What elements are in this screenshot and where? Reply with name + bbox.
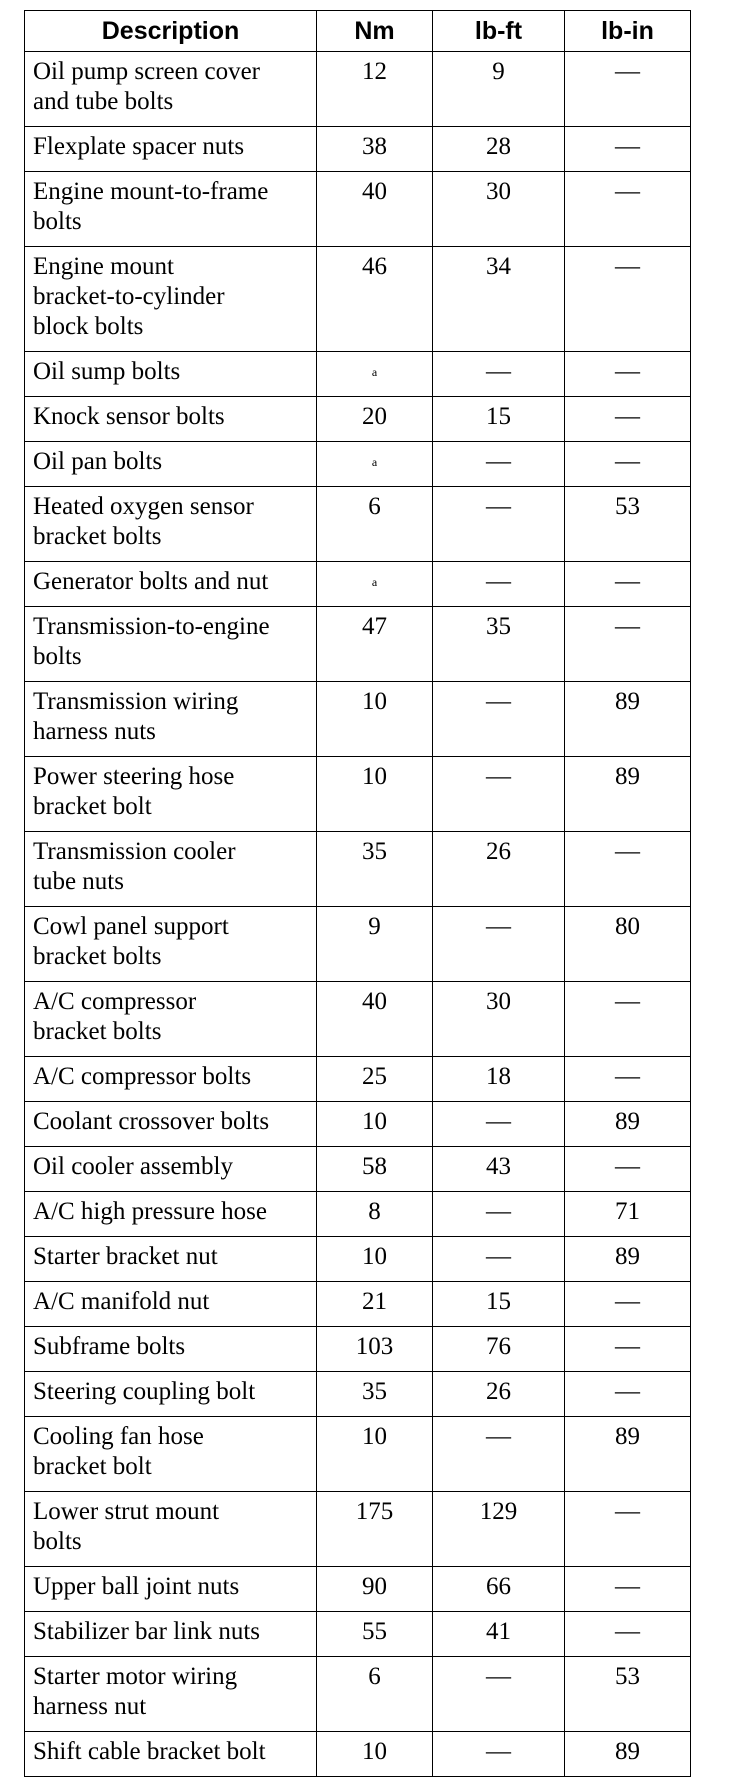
lbin-cell: — [565, 352, 691, 397]
description-line: and tube bolts [33, 88, 174, 115]
description-line: bolts [33, 1528, 82, 1555]
lbft-cell: 76 [433, 1327, 565, 1372]
description-line: bracket-to-cylinder [33, 283, 225, 310]
nm-cell: 8 [317, 1192, 433, 1237]
description-line: Oil pump screen cover [33, 58, 261, 85]
nm-cell: 6 [317, 1657, 433, 1732]
lbft-cell: — [433, 352, 565, 397]
description-cell [25, 1192, 317, 1237]
description-line: bolts [33, 643, 82, 670]
description-line: Starter bracket nut [33, 1243, 218, 1270]
description-line: A/C high pressure hose [33, 1198, 267, 1225]
description-cell [25, 682, 317, 757]
nm-cell: 40 [317, 172, 433, 247]
description-cell [25, 1282, 317, 1327]
lbft-cell: 26 [433, 1372, 565, 1417]
lbft-cell: 15 [433, 1282, 565, 1327]
lbft-cell: — [433, 1657, 565, 1732]
table-row [25, 1417, 691, 1492]
nm-cell: 47 [317, 607, 433, 682]
nm-cell: 6 [317, 487, 433, 562]
lbin-cell: — [565, 1492, 691, 1567]
lbft-cell: — [433, 907, 565, 982]
lbft-cell: 30 [433, 172, 565, 247]
lbin-column-header: lb-in [565, 11, 691, 52]
description-line: A/C compressor [33, 988, 197, 1015]
table-row [25, 487, 691, 562]
lbft-cell: — [433, 1192, 565, 1237]
lbft-cell: 28 [433, 127, 565, 172]
table-row [25, 1657, 691, 1732]
lbin-cell: 53 [565, 1657, 691, 1732]
description-line: harness nut [33, 1693, 147, 1720]
description-cell [25, 1612, 317, 1657]
table-row [25, 562, 691, 607]
lbft-cell: 30 [433, 982, 565, 1057]
description-cell [25, 982, 317, 1057]
description-line: Generator bolts and nut [33, 568, 269, 595]
description-cell [25, 127, 317, 172]
nm-cell: 38 [317, 127, 433, 172]
description-line: Stabilizer bar link nuts [33, 1618, 261, 1645]
footnote-marker: a [317, 562, 433, 607]
header-row [25, 11, 691, 52]
lbft-cell: 35 [433, 607, 565, 682]
table-row [25, 682, 691, 757]
description-cell [25, 1327, 317, 1372]
description-line: Engine mount-to-frame [33, 178, 269, 205]
description-line: Coolant crossover bolts [33, 1108, 270, 1135]
nm-cell: 46 [317, 247, 433, 352]
nm-cell: 175 [317, 1492, 433, 1567]
lbin-cell: — [565, 607, 691, 682]
description-column-header: Description [25, 11, 317, 52]
table-row [25, 1612, 691, 1657]
lbin-cell: — [565, 172, 691, 247]
lbft-cell: 15 [433, 397, 565, 442]
table-row [25, 397, 691, 442]
description-line: Cowl panel support [33, 913, 229, 940]
lbft-cell: 26 [433, 832, 565, 907]
lbft-cell: — [433, 442, 565, 487]
table-row [25, 52, 691, 127]
description-cell [25, 247, 317, 352]
description-line: Oil pan bolts [33, 448, 163, 475]
table-row [25, 1057, 691, 1102]
lbin-cell: 89 [565, 682, 691, 757]
table-row [25, 832, 691, 907]
description-cell [25, 352, 317, 397]
lbin-cell: — [565, 397, 691, 442]
lbin-cell: 89 [565, 1417, 691, 1492]
lbft-cell: 66 [433, 1567, 565, 1612]
lbft-cell: — [433, 1732, 565, 1777]
lbin-cell: — [565, 127, 691, 172]
footnote-marker: a [317, 442, 433, 487]
description-cell [25, 397, 317, 442]
lbft-cell: 18 [433, 1057, 565, 1102]
description-line: tube nuts [33, 868, 124, 895]
lbin-cell: — [565, 52, 691, 127]
description-cell [25, 1147, 317, 1192]
description-line: block bolts [33, 313, 144, 340]
table-row [25, 1372, 691, 1417]
description-line: Steering coupling bolt [33, 1378, 256, 1405]
lbin-cell: — [565, 1147, 691, 1192]
table-row [25, 442, 691, 487]
description-cell [25, 1492, 317, 1567]
lbin-cell: — [565, 1282, 691, 1327]
description-line: bracket bolts [33, 523, 162, 550]
description-line: Oil cooler assembly [33, 1153, 233, 1180]
nm-cell: 40 [317, 982, 433, 1057]
description-line: Starter motor wiring [33, 1663, 238, 1690]
description-cell [25, 442, 317, 487]
description-line: bolts [33, 208, 82, 235]
description-cell [25, 1237, 317, 1282]
table-row [25, 1147, 691, 1192]
nm-cell: 10 [317, 1732, 433, 1777]
lbin-cell: — [565, 442, 691, 487]
lbft-cell: 41 [433, 1612, 565, 1657]
lbin-cell: — [565, 832, 691, 907]
lbin-cell: 89 [565, 757, 691, 832]
description-cell [25, 832, 317, 907]
lbft-column-header: lb-ft [433, 11, 565, 52]
description-cell [25, 1567, 317, 1612]
lbin-cell: — [565, 1372, 691, 1417]
nm-cell: 25 [317, 1057, 433, 1102]
description-line: Shift cable bracket bolt [33, 1738, 266, 1765]
nm-cell: 10 [317, 1102, 433, 1147]
torque-specifications-table [24, 10, 691, 1777]
description-line: A/C manifold nut [33, 1288, 210, 1315]
description-line: bracket bolts [33, 943, 162, 970]
description-cell [25, 1657, 317, 1732]
nm-cell: 20 [317, 397, 433, 442]
lbin-cell: 71 [565, 1192, 691, 1237]
table-row [25, 757, 691, 832]
lbft-cell: — [433, 757, 565, 832]
description-cell [25, 907, 317, 982]
description-cell [25, 1372, 317, 1417]
table-row [25, 1492, 691, 1567]
nm-cell: 12 [317, 52, 433, 127]
nm-cell: 35 [317, 832, 433, 907]
lbft-cell: 34 [433, 247, 565, 352]
lbin-cell: — [565, 1612, 691, 1657]
description-line: Engine mount [33, 253, 174, 280]
table-row [25, 907, 691, 982]
footnote-marker: a [317, 352, 433, 397]
lbft-cell: 43 [433, 1147, 565, 1192]
description-line: Heated oxygen sensor [33, 493, 254, 520]
nm-cell: 103 [317, 1327, 433, 1372]
lbft-cell: 9 [433, 52, 565, 127]
description-cell [25, 562, 317, 607]
description-line: Lower strut mount [33, 1498, 220, 1525]
nm-cell: 10 [317, 1237, 433, 1282]
lbin-cell: — [565, 1567, 691, 1612]
table-row [25, 247, 691, 352]
description-line: Oil sump bolts [33, 358, 181, 385]
description-cell [25, 487, 317, 562]
description-cell [25, 757, 317, 832]
nm-cell: 10 [317, 682, 433, 757]
lbin-cell: 89 [565, 1732, 691, 1777]
description-line: A/C compressor bolts [33, 1063, 252, 1090]
description-cell [25, 172, 317, 247]
lbft-cell: — [433, 682, 565, 757]
lbin-cell: 89 [565, 1237, 691, 1282]
table-row [25, 172, 691, 247]
description-line: Power steering hose [33, 763, 235, 790]
lbft-cell: 129 [433, 1492, 565, 1567]
table-row [25, 352, 691, 397]
description-line: bracket bolt [33, 793, 152, 820]
description-line: Transmission wiring [33, 688, 239, 715]
nm-cell: 10 [317, 1417, 433, 1492]
description-line: Cooling fan hose [33, 1423, 204, 1450]
table-row [25, 1102, 691, 1147]
lbft-cell: — [433, 1237, 565, 1282]
table-row [25, 1732, 691, 1777]
description-line: bracket bolt [33, 1453, 152, 1480]
description-line: harness nuts [33, 718, 156, 745]
nm-cell: 35 [317, 1372, 433, 1417]
lbin-cell: — [565, 982, 691, 1057]
table-row [25, 982, 691, 1057]
lbin-cell: 53 [565, 487, 691, 562]
table-row [25, 607, 691, 682]
description-cell [25, 52, 317, 127]
nm-cell: 10 [317, 757, 433, 832]
table-row [25, 1567, 691, 1612]
description-line: bracket bolts [33, 1018, 162, 1045]
description-line: Transmission-to-engine [33, 613, 270, 640]
table-header [25, 11, 691, 52]
table-row [25, 1327, 691, 1372]
lbin-cell: — [565, 247, 691, 352]
lbin-cell: — [565, 1057, 691, 1102]
nm-cell: 58 [317, 1147, 433, 1192]
lbft-cell: — [433, 1102, 565, 1147]
description-line: Transmission cooler [33, 838, 236, 865]
description-cell [25, 1732, 317, 1777]
description-cell [25, 1102, 317, 1147]
table-row [25, 1237, 691, 1282]
nm-cell: 9 [317, 907, 433, 982]
lbft-cell: — [433, 487, 565, 562]
table-row [25, 1282, 691, 1327]
lbin-cell: — [565, 1327, 691, 1372]
table-body [25, 52, 691, 1777]
lbin-cell: — [565, 562, 691, 607]
nm-cell: 90 [317, 1567, 433, 1612]
table-row [25, 1192, 691, 1237]
description-line: Flexplate spacer nuts [33, 133, 245, 160]
lbft-cell: — [433, 1417, 565, 1492]
description-cell [25, 607, 317, 682]
table-row [25, 127, 691, 172]
description-line: Subframe bolts [33, 1333, 186, 1360]
description-line: Upper ball joint nuts [33, 1573, 240, 1600]
nm-cell: 21 [317, 1282, 433, 1327]
description-line: Knock sensor bolts [33, 403, 225, 430]
lbin-cell: 89 [565, 1102, 691, 1147]
lbft-cell: — [433, 562, 565, 607]
lbin-cell: 80 [565, 907, 691, 982]
nm-column-header: Nm [317, 11, 433, 52]
description-cell [25, 1417, 317, 1492]
nm-cell: 55 [317, 1612, 433, 1657]
description-cell [25, 1057, 317, 1102]
